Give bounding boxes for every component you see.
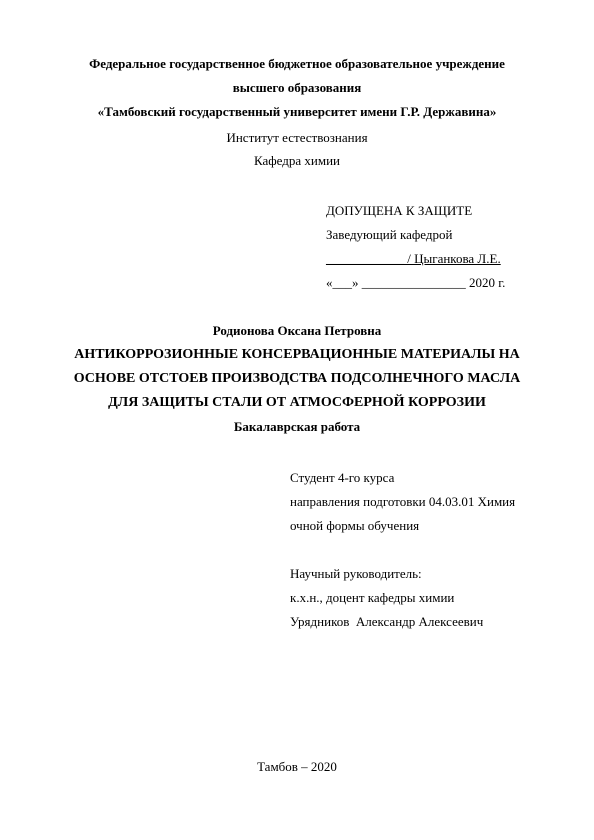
- approval-role: Заведующий кафедрой: [326, 227, 453, 242]
- supervisor-label: Научный руководитель:: [290, 566, 422, 581]
- student-course: Студент 4-го курса: [290, 470, 395, 485]
- author-name: Родионова Оксана Петровна: [212, 323, 382, 338]
- thesis-title-line2: ОСНОВЕ ОТСТОЕВ ПРОИЗВОДСТВА ПОДСОЛНЕЧНОГО МАСЛА: [73, 371, 521, 386]
- supervisor-name: Урядников Александр Алексеевич: [290, 614, 484, 629]
- place-and-year: Тамбов – 2020: [257, 759, 337, 774]
- approval-signature-line: ____________ / Цыганкова Л.Е.: [326, 251, 501, 266]
- thesis-title-line1: АНТИКОРРОЗИОННЫЕ КОНСЕРВАЦИОННЫЕ МАТЕРИАЛЫ НА: [74, 347, 520, 362]
- thesis-title-line3: ДЛЯ ЗАЩИТЫ СТАЛИ ОТ АТМОСФЕРНОЙ КОРРОЗИИ: [108, 395, 486, 410]
- student-study-form: очной формы обучения: [290, 518, 420, 533]
- institute-name: Институт естествознания: [226, 130, 368, 145]
- thesis-type: Бакалаврская работа: [233, 419, 361, 434]
- org-name-line2: высшего образования: [232, 80, 362, 95]
- student-program: направления подготовки 04.03.01 Химия: [290, 494, 516, 509]
- university-name: «Тамбовский государственный университет имени Г.Р. Державина»: [97, 104, 497, 119]
- approval-title: ДОПУЩЕНА К ЗАЩИТЕ: [326, 203, 473, 218]
- org-name-line1: Федеральное государственное бюджетное образовательное учреждение: [89, 56, 505, 71]
- supervisor-position: к.х.н., доцент кафедры химии: [290, 590, 455, 605]
- department-name: Кафедра химии: [253, 153, 341, 168]
- approval-date-line: «___» ________________ 2020 г.: [326, 275, 506, 290]
